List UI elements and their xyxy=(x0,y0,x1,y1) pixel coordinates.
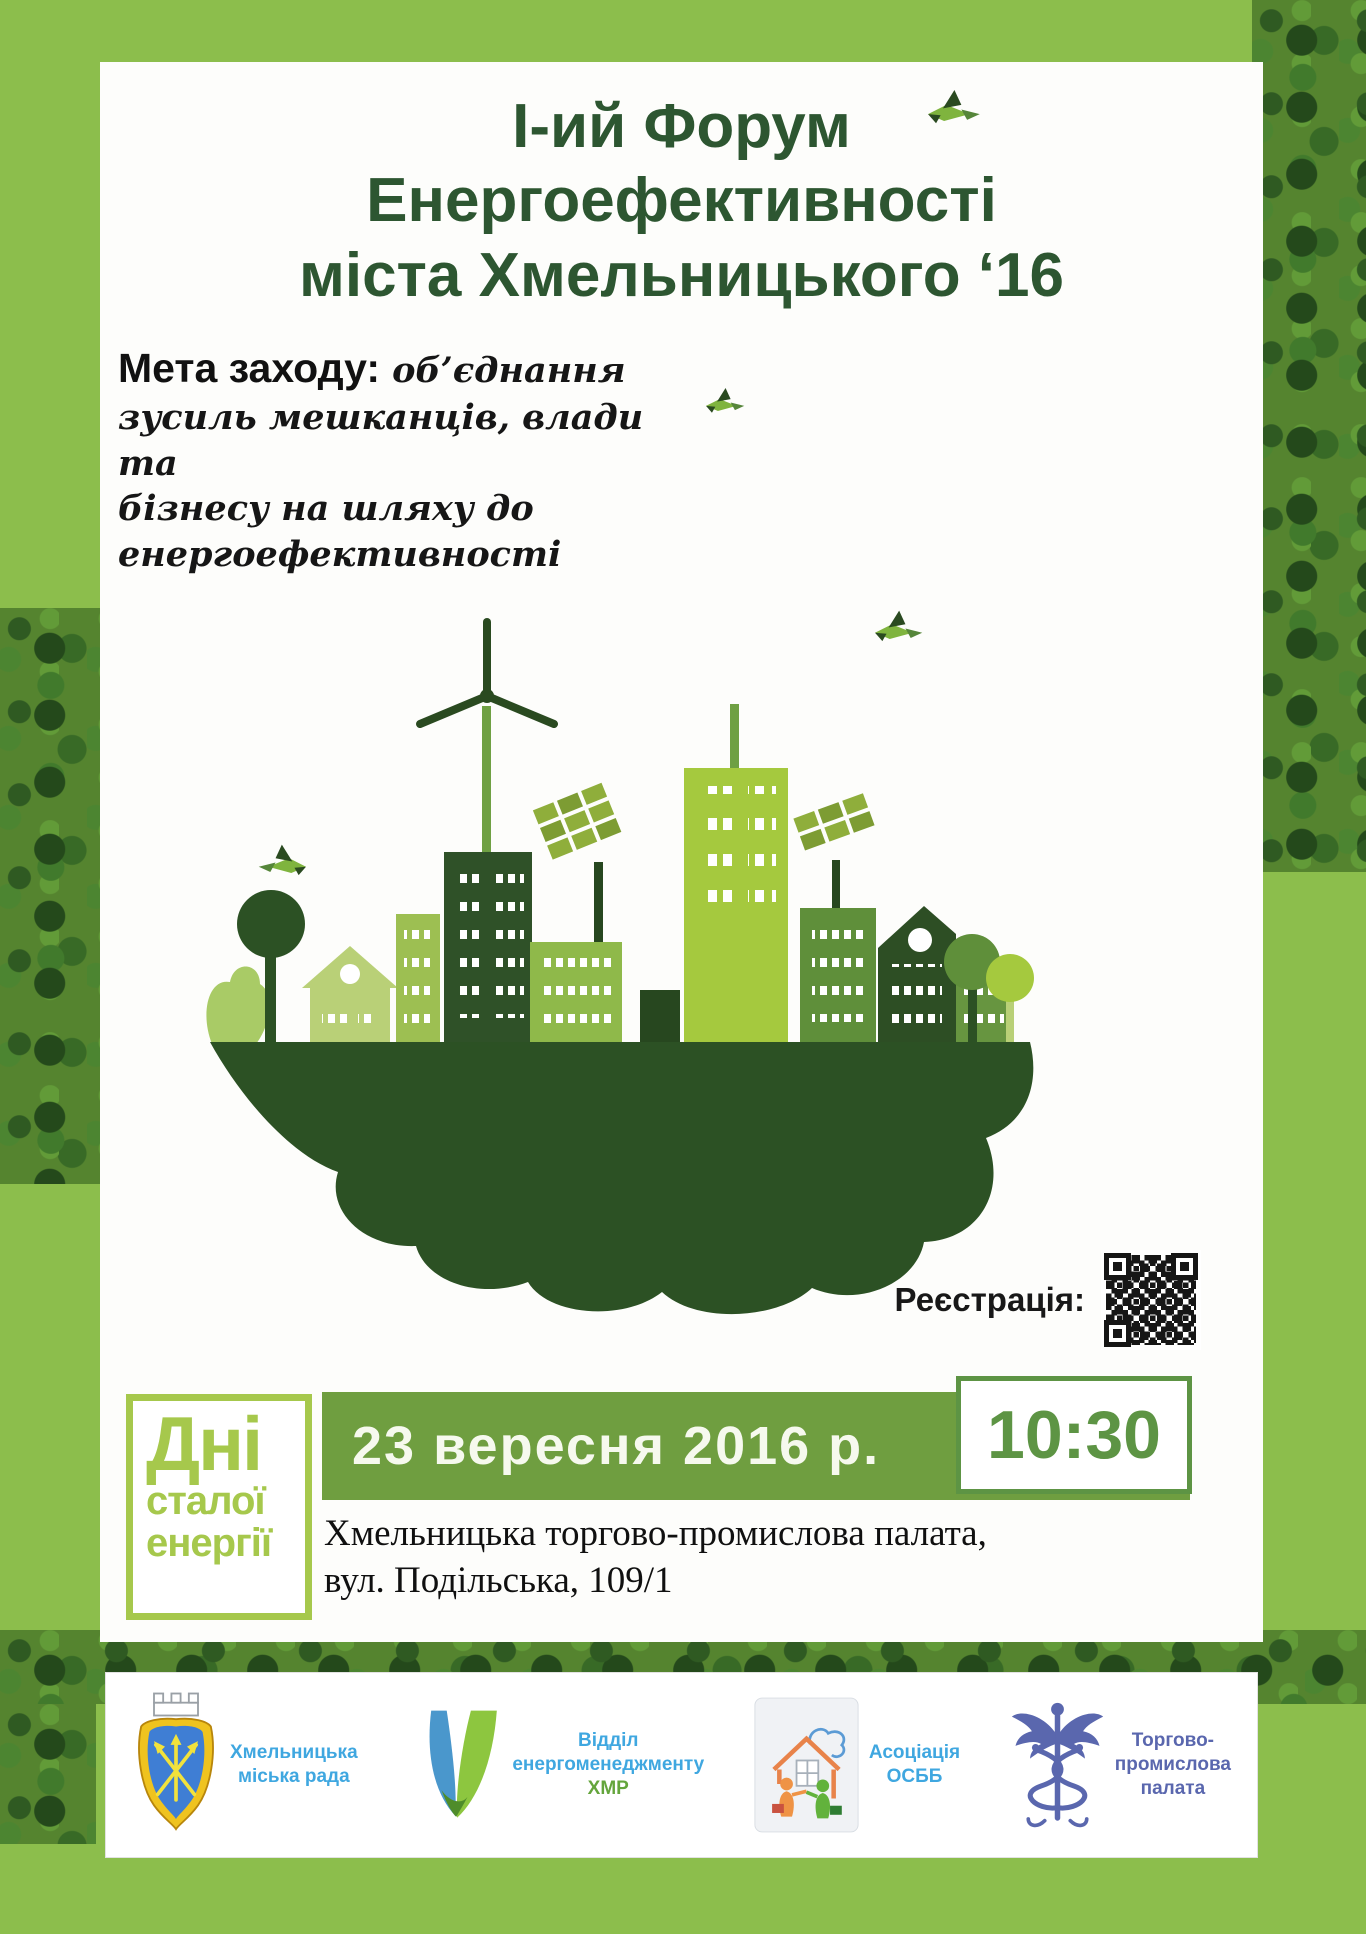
city-council-line-2: міська рада xyxy=(237,1766,350,1787)
sed-logo-line-3: енергії xyxy=(146,1520,272,1565)
event-date: 23 вересня 2016 р. xyxy=(352,1416,881,1476)
partner-city-council xyxy=(132,1690,358,1840)
partner-city-council-label xyxy=(230,1741,358,1789)
registration-label: Реєстрація: xyxy=(894,1281,1085,1318)
event-time: 10:30 xyxy=(987,1397,1161,1473)
origami-birds xyxy=(259,90,980,875)
chamber-line-3: палата xyxy=(1140,1777,1206,1799)
chamber-line-2: промислова xyxy=(1114,1754,1231,1776)
qr-finder-bottom-left xyxy=(1104,1320,1131,1347)
partner-energy-dept xyxy=(407,1703,704,1828)
energy-dept-line-2: енергоменеджменту xyxy=(512,1754,705,1776)
sustainable-energy-days-logo xyxy=(126,1394,312,1620)
dark-house-right xyxy=(878,906,956,1044)
city-coat-of-arms-icon xyxy=(132,1690,220,1840)
partner-logos-strip xyxy=(105,1672,1258,1858)
solar-panel-building-left xyxy=(530,783,622,1044)
partner-energy-dept-label xyxy=(512,1729,704,1800)
poster-card xyxy=(100,62,1263,1642)
tree-foliage-right xyxy=(1252,0,1366,872)
solar-panel-building-right xyxy=(793,793,876,1044)
small-dark-building xyxy=(640,990,680,1044)
registration-qr-code xyxy=(1101,1250,1201,1350)
event-time-box xyxy=(956,1376,1192,1494)
energy-dept-line-1: Відділ xyxy=(578,1730,639,1752)
partner-chamber-label xyxy=(1115,1729,1231,1800)
event-venue xyxy=(324,1510,987,1605)
slim-building xyxy=(396,914,440,1044)
title-line-2: Енергоефективності xyxy=(366,166,997,236)
venue-line-2: вул. Подільська, 109/1 xyxy=(324,1560,673,1602)
chamber-line-1: Торгово- xyxy=(1131,1730,1215,1752)
qr-finder-top-right xyxy=(1171,1253,1198,1280)
goal-line-2: зусиль мешканців, влади та xyxy=(118,397,644,484)
energy-dept-leaf-icon xyxy=(407,1703,502,1828)
goal-label: Мета заходу: xyxy=(118,345,381,391)
osbb-line-1: Асоціація xyxy=(868,1742,961,1764)
partner-osbb xyxy=(754,1695,960,1835)
left-bush xyxy=(206,966,269,1044)
qr-finder-top-left xyxy=(1104,1253,1131,1280)
energy-dept-line-3: ХМР xyxy=(587,1777,629,1799)
goal-line-3: бізнесу на шляху до xyxy=(118,488,534,530)
osbb-line-2: ОСББ xyxy=(886,1766,943,1787)
goal-line-1: об’єднання xyxy=(392,350,626,391)
goal-line-4: енергоефективності xyxy=(118,533,562,575)
venue-line-1: Хмельницька торгово-промислова палата, xyxy=(324,1513,987,1554)
small-house xyxy=(302,946,398,1044)
partner-osbb-label xyxy=(869,1741,960,1789)
registration-row xyxy=(895,1250,1202,1350)
partner-chamber xyxy=(1010,1695,1231,1835)
city-council-line-1: Хмельницька xyxy=(230,1742,358,1764)
tree-foliage-left xyxy=(0,608,102,1184)
tree-foliage-bottom-left xyxy=(0,1704,96,1844)
title-line-1: І-ий Форум xyxy=(512,92,851,161)
tallest-skyscraper xyxy=(684,704,788,1044)
chamber-caduceus-icon xyxy=(1010,1695,1105,1835)
sed-logo-line-2: сталої xyxy=(146,1479,265,1524)
title-line-3: міста Хмельницького ‘16 xyxy=(298,240,1064,310)
osbb-house-icon xyxy=(754,1695,859,1835)
sed-logo-line-1: Дні xyxy=(146,1402,262,1487)
